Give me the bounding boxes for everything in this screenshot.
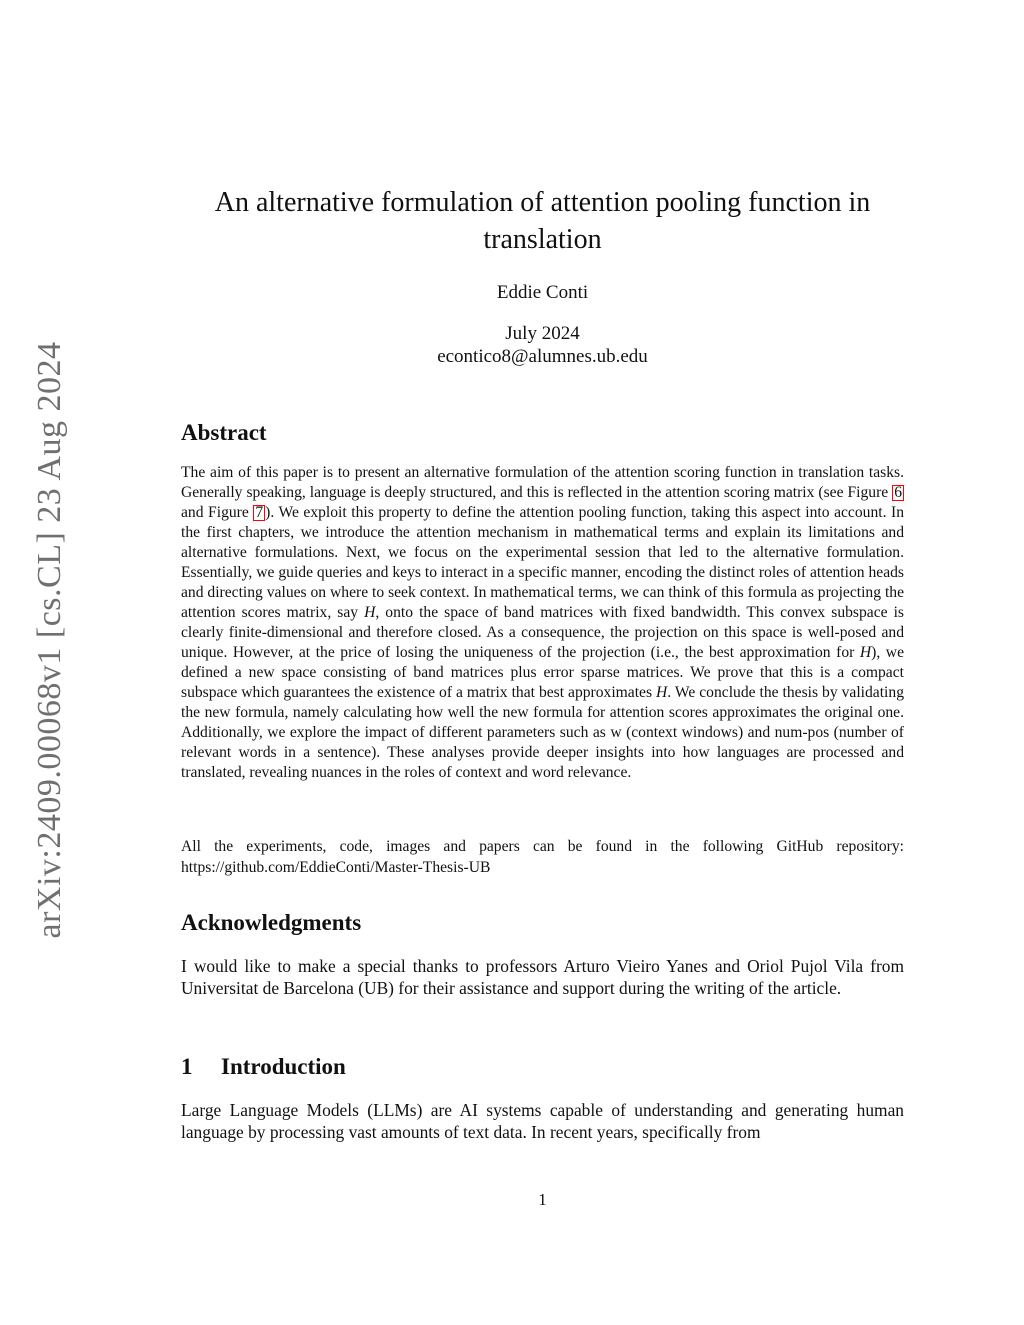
acknowledgments-body: I would like to make a special thanks to professors Arturo Vieiro Yanes and Oriol Pujol Vila from Universitat de Barcelona (UB) for their assistance and support during the writing of the article. — [181, 956, 904, 998]
introduction-body: Large Language Models (LLMs) are AI systems capable of understanding and generating human language by processing vast amounts of text data. In recent years, specifically from — [181, 1100, 904, 1142]
arxiv-identifier: arXiv:2409.00068v1 [cs.CL] 23 Aug 2024 — [31, 341, 68, 939]
section-number: 1 — [181, 1054, 193, 1079]
abstract-text-part: ), we defined a new space consisting of band matrices plus error sparse matrices. We prove that this is a compact subspace which guarantees the existence of a matrix that best approximates — [181, 644, 904, 701]
section-heading-introduction — [181, 1054, 346, 1080]
abstract-text-part: ). We exploit this property to define the attention pooling function, taking this aspect into account. In the first chapters, we introduce the attention mechanism in mathematical terms and explain its limitations and alternative formulations. Next, we focus on the experimental session that led to the alternative formulation. Essentially, we guide queries and keys to interact in a specific manner, encoding the distinct roles of attention heads and directing values on where to seek context. In mathematical terms, we can think of this formula as projecting the attention scores matrix, say — [181, 504, 905, 621]
abstract-text-part: and Figure — [181, 504, 254, 521]
repository-text: All the experiments, code, images and papers can be found in the following GitHub repository: — [181, 838, 904, 855]
page-number: 1 — [538, 1190, 547, 1209]
repository-url[interactable]: https://github.com/EddieConti/Master-Thesis-UB — [181, 859, 491, 876]
math-variable-h: H — [656, 684, 668, 701]
acknowledgments-heading: Acknowledgments — [181, 910, 362, 935]
math-variable-h: H — [859, 644, 872, 661]
paper-title: An alternative formulation of attention pooling function in translation — [214, 187, 871, 255]
abstract-text-part: . We conclude the thesis by validating the new formula, namely calculating how well the new formula for attention scores approximates the original one. Additionally, we explore the impact of different parameters such as w (context windows) and num-pos (number of relevant words in a sentence). These analyses provide deeper insights into how languages are processed and translated, revealing nuances in the roles of context and word relevance. — [181, 684, 904, 781]
author-name: Eddie Conti — [496, 282, 589, 303]
figure-7-link[interactable]: 7 — [255, 504, 264, 521]
author-email: econtico8@alumnes.ub.edu — [437, 346, 648, 367]
abstract-text-part: The aim of this paper is to present an alternative formulation of the attention scoring function in translation tasks. Generally speaking, language is deeply structured, and this is reflected in the attention scoring matrix (see Figure — [181, 464, 904, 501]
abstract-heading: Abstract — [181, 420, 267, 445]
paper-date: July 2024 — [505, 323, 580, 344]
abstract-body — [181, 463, 904, 783]
math-variable-h: H — [364, 604, 376, 621]
repository-note — [181, 836, 904, 878]
abstract-text-part: , onto the space of band matrices with fixed bandwidth. This convex subspace is clearly finite-dimensional and therefore closed. As a consequence, the projection on this space is well-posed and unique. However, at the price of losing the uniqueness of the projection (i.e., the best approximation for — [181, 604, 904, 661]
figure-6-link[interactable]: 6 — [894, 484, 902, 501]
section-title: Introduction — [221, 1054, 346, 1079]
